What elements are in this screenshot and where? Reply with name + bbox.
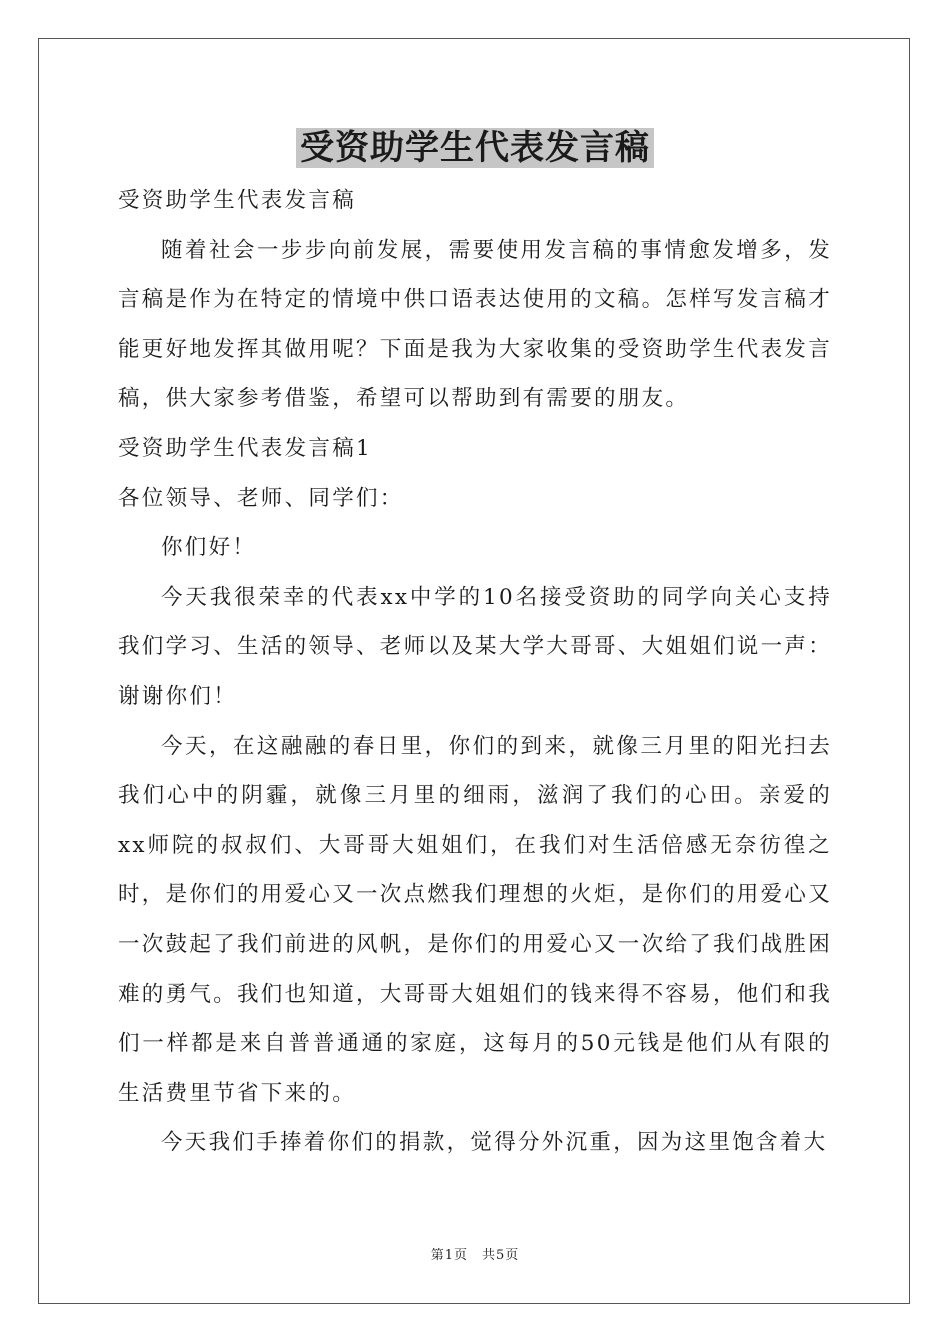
paragraph-salutation: 各位领导、老师、同学们： bbox=[118, 485, 404, 511]
document-title bbox=[0, 126, 950, 170]
paragraph-donation: 今天我们手捧着你们的捐款，觉得分外沉重，因为这里饱含着大 bbox=[161, 1130, 828, 1156]
document-title-text: 受资助学生代表发言稿 bbox=[296, 128, 654, 168]
paragraph-section-heading: 受资助学生代表发言稿1 bbox=[118, 435, 372, 461]
page-number: 第1页 共5页 bbox=[430, 1248, 520, 1263]
paragraph-spring: 今天，在这融融的春日里，你们的到来，就像三月里的阳光扫去我们心中的阴霾，就像三月里的细雨，滋润了我们的心田。亲爱的xx师院的叔叔们、大哥哥大姐姐们，在我们对生活倍感无奈彷徨之时，是你们的用爱心又一次点燃我们理想的火炬，是你们的用爱心又一次鼓起了我们前进的风帆，是你们的用爱心又一次给了我们战胜困难的勇气。我们也知道，大哥哥大姐姐们的钱来得不容易，他们和我们一样都是来自普普通通的家庭，这每月的50元钱是他们从有限的生活费里节省下来的。 bbox=[118, 733, 833, 1106]
paragraph-intro: 随着社会一步步向前发展，需要使用发言稿的事情愈发增多，发言稿是作为在特定的情境中供口语表达使用的文稿。怎样写发言稿才能更好地发挥其做用呢？下面是我为大家收集的受资助学生代表发言稿，供大家参考借鉴，希望可以帮助到有需要的朋友。 bbox=[118, 237, 833, 412]
paragraph-subtitle: 受资助学生代表发言稿 bbox=[118, 188, 357, 213]
paragraph-greeting: 你们好！ bbox=[161, 535, 257, 561]
page-footer bbox=[0, 1246, 950, 1266]
document-body bbox=[118, 176, 832, 1168]
paragraph-thanks: 今天我很荣幸的代表xx中学的10名接受资助的同学向关心支持我们学习、生活的领导、老师以及某大学大哥哥、大姐姐们说一声：谢谢你们！ bbox=[118, 584, 833, 709]
